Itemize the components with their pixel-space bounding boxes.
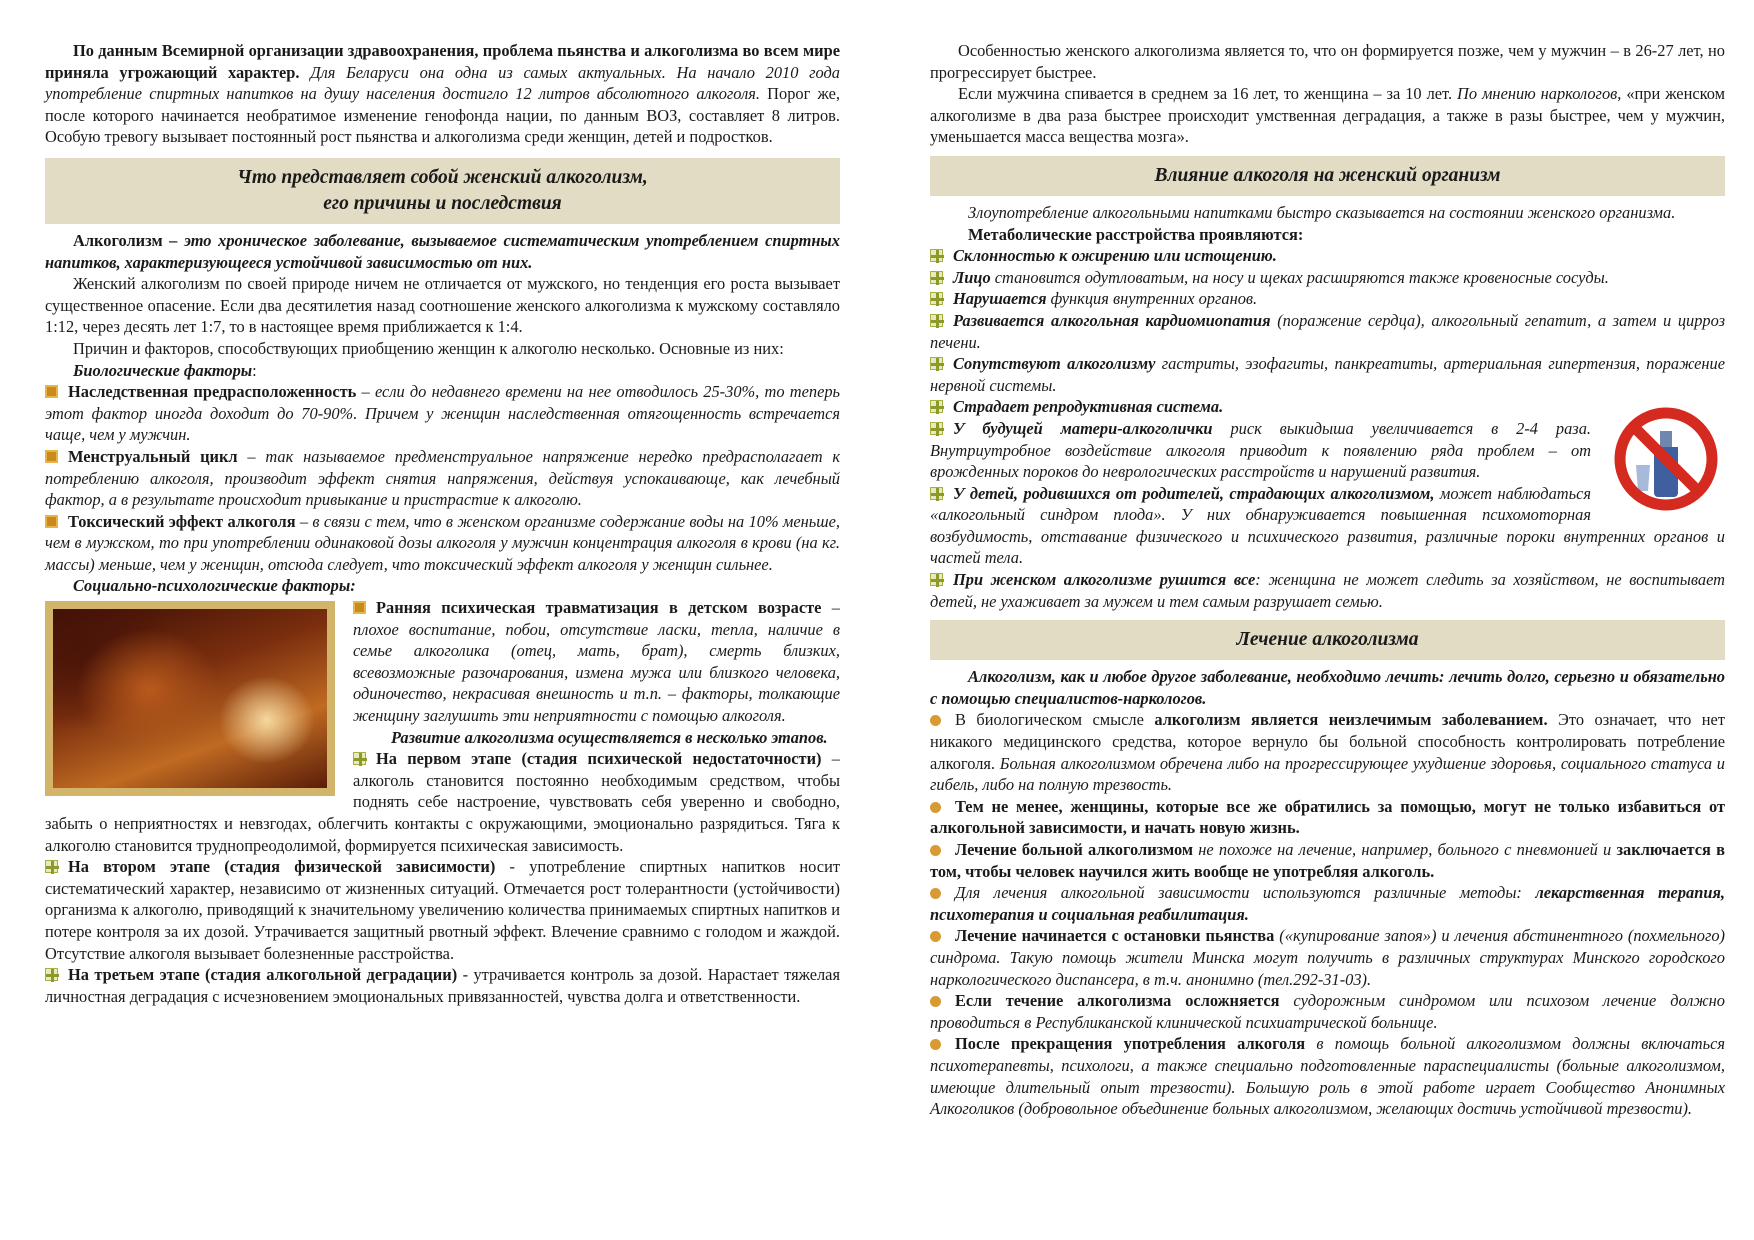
stage-two: На втором этапе (стадия физической зависимости) - употребление спиртных напитков носит систематический характер, независимо от жизненных ситуаций. Отмечается рост толерантности (устойчивости) организма к алкоголю, приводящий к значительному увеличению количества принимаемых спиртных напитков и потере контроля за их дозой. Утрачивается защитный рвотный эффект. Влечение сравнимо с голодом и жаждой. Отсутствие алкоголя вызывает болезненные расстройства. — [45, 857, 840, 963]
square-bullet-icon — [45, 450, 58, 463]
onset-paragraph: Особенностью женского алкоголизма является то, что он формируется позже, чем у мужчин – в 26-27 лет, но прогрессирует быстрее. — [930, 41, 1725, 82]
plus-bullet-icon — [930, 292, 943, 305]
treatment-complications: Если течение алкоголизма осложняется судорожным синдромом или психозом лечение должно проводиться в Республиканской клинической психиатрической больнице. — [930, 991, 1725, 1032]
dot-bullet-icon — [930, 802, 941, 813]
plus-bullet-icon — [930, 314, 943, 327]
square-bullet-icon — [45, 385, 58, 398]
dot-bullet-icon — [930, 931, 941, 942]
section-heading-female-alcoholism — [45, 158, 840, 224]
intro-italic: Для Беларуси она одна из самых актуальных. На начало 2010 года употребление спиртных напитков на душу населения достигло 12 литров абсолютного алкоголя. — [45, 62, 840, 104]
bio-factor-toxic: Токсический эффект алкоголя – в связи с тем, что в женском организме содержание воды на 10% меньше, чем в мужском, то при употреблении одинаковой дозы алкоголя у мужчин концентрация алкоголя в крови (на кг. массы) меньше, чем у женщин, отсюда следует, что токсический эффект алкоголя у женщин сильнее. — [45, 511, 840, 574]
social-heading: Социально-психологические факторы: — [73, 576, 356, 596]
bio-factor-heredity: Наследственная предрасположенность – если до недавнего времени на нее отводилось 25-30%, то теперь этот фактор иногда доходит до 70-90%. Причем у женщин наследственная отягощенность встречается чаще, чем у мужчин. — [45, 382, 840, 445]
effect-reproductive: Страдает репродуктивная система. — [930, 396, 1725, 418]
dot-bullet-icon — [930, 1039, 941, 1050]
plus-bullet-icon — [930, 271, 943, 284]
intro-bold: По данным Всемирной организации здравоохранения, проблема пьянства и алкоголизма во всем мире приняла угрожающий характер. — [45, 41, 840, 82]
definition-term: Алкоголизм — [73, 230, 163, 250]
plus-bullet-icon — [930, 249, 943, 262]
intro-rest: Порог же, после которого начинается необратимое изменение генофонда нации, по данным ВОЗ, составляет 8 литров. Особую тревогу вызывает постоянный рост пьянства и алкоголизма среди женщин, детей и подростков. — [45, 84, 841, 147]
treatment-methods: Для лечения алкогольной зависимости используются различные методы: лекарственная терапия, психотерапия и социальная реабилитация. — [930, 883, 1725, 924]
stages-intro: Развитие алкоголизма осуществляется в несколько этапов. — [391, 727, 828, 747]
treatment-new-life: Тем не менее, женщины, которые все же обратились за помощью, могут не только избавиться от алкогольной зависимости, и начать новую жизнь. — [930, 796, 1725, 838]
definition-text: – это хроническое заболевание, вызываемое систематическим употреблением спиртных напитков, характеризующееся устойчивой зависимостью от них. — [45, 230, 840, 272]
reasons-paragraph: Причин и факторов, способствующих приобщению женщин к алкоголю несколько. Основные из них: — [73, 338, 784, 358]
plus-bullet-icon — [45, 968, 58, 981]
metabolic-heading: Метаболические расстройства проявляются: — [968, 224, 1304, 244]
section-heading-influence: Влияние алкоголя на женский организм — [930, 156, 1725, 196]
effect-comorbid: Сопутствуют алкоголизму гастриты, эзофагиты, панкреатиты, артериальная гипертензия, поражение нервной системы. — [930, 354, 1725, 395]
plus-bullet-icon — [45, 860, 58, 873]
plus-bullet-icon — [930, 357, 943, 370]
dot-bullet-icon — [930, 845, 941, 856]
effect-organs: Нарушается функция внутренних органов. — [930, 288, 1725, 310]
stage-three: На третьем этапе (стадия алкогольной деградации) - утрачивается контроль за дозой. Нарастает тяжелая личностная деградация с исчезновением эмоциональных привязанностей, чувства долга и ответственности. — [45, 965, 840, 1006]
section-heading-line1: Что представляет собой женский алкоголизм, — [237, 166, 648, 188]
dot-bullet-icon — [930, 715, 941, 726]
effect-cardiomyopathy: Развивается алкогольная кардиомиопатия (поражение сердца), алкогольный гепатит, а затем и цирроз печени. — [930, 310, 1725, 352]
treatment-incurable: В биологическом смысле алкоголизм является неизлечимым заболеванием. Это означает, что нет никакого медицинского средства, которое вернуло бы больной способность контролировать потребление алкоголя. Больная алкоголизмом обречена либо на прогрессирующее ухудшение здоровья, социального статуса и гибель, либо на полную трезвость. — [930, 710, 1725, 795]
plus-bullet-icon — [930, 487, 943, 500]
treatment-start: Лечение начинается с остановки пьянства («купирование запоя») и лечения абстинентного (похмельного) синдрома. Такую помощь жители Минска могут получить в различных структурах Минского городского наркологического диспансера, в т.ч. анонимно (тел.292-31-03). — [930, 926, 1725, 989]
plus-bullet-icon — [930, 573, 943, 586]
abuse-paragraph: Злоупотребление алкогольными напитками быстро сказывается на состоянии женского организма. — [968, 202, 1676, 222]
progression-paragraph: Если мужчина спивается в среднем за 16 лет, то женщина – за 10 лет. По мнению наркологов, «при женском алкоголизме в два раза быстрее происходит умственная деградация, а также в разы быстрее, чем у мужчин, уменьшается масса вещества мозга». — [930, 84, 1726, 147]
left-column — [45, 40, 840, 1007]
section-heading-line2: его причины и последствия — [323, 192, 562, 214]
effect-children: У детей, родившихся от родителей, страдающих алкоголизмом, может наблюдаться «алкогольный синдром плода». У них обнаруживается повышенная психомоторная возбудимость, отставание физического и психического развития, различные пороки внутренних органов и частей тела. — [930, 483, 1725, 568]
stage-one: На первом этапе (стадия психической недостаточности) – алкоголь становится постоянно необходимым средством, чтобы поднять себе настроение, чувствовать себя уверенно и свободно, забыть о неприятностях и невзгодах, облегчить контакты с окружающими, эмоционально разрядиться. Тяга к алкоголю становится труднопреодолимой, формируется психическая зависимость. — [45, 749, 840, 855]
effect-pregnancy: У будущей матери-алкоголички риск выкидыша увеличивается в 2-4 раза. Внутриутробное воздействие алкоголя приводит к появлению ряда проблем – от врожденных пороков до неврологических расстройств и нарушений развития. — [930, 418, 1591, 482]
dot-bullet-icon — [930, 888, 941, 899]
effect-obesity: Склонностью к ожирению или истощению. — [930, 245, 1725, 267]
treatment-not-like-pneumonia: Лечение больной алкоголизмом не похоже на лечение, например, больного с пневмонией и заключается в том, чтобы человек научился жить вообще не употребляя алкоголь. — [930, 840, 1725, 881]
section-heading-treatment: Лечение алкоголизма — [930, 620, 1725, 660]
plus-bullet-icon — [930, 422, 943, 435]
effect-face: Лицо становится одутловатым, на носу и щеках расширяются также кровеносные сосуды. — [930, 267, 1725, 289]
definition-paragraph — [45, 230, 840, 273]
social-factor-trauma: Ранняя психическая травматизация в детском возрасте – плохое воспитание, побои, отсутствие ласки, тепла, наличие в семье алкоголика (отец, мать, брат), смерть близких, всевозможные разочарования, измена мужа или близкого человека, одиночество, некрасивая внешность и т.п. – факторы, толкающие женщину заглушить эти неприятности с помощью алкоголя. — [353, 598, 840, 726]
plus-bullet-icon — [930, 400, 943, 413]
treatment-intro: Алкоголизм, как и любое другое заболевание, необходимо лечить: лечить долго, серьезно и обязательно с помощью специалистов-наркологов. — [930, 667, 1725, 708]
treatment-after: После прекращения употребления алкоголя в помощь больной алкоголизмом должны включаться психотерапевты, психологи, а также специально подготовленные парaспециалисты (больные алкоголизмом, имеющие длительный опыт трезвости). Большую роль в этой работе играет Сообщество Анонимных Алкоголиков (добровольное объединение больных алкоголизмом, желающих достичь устойчивой трезвости). — [930, 1034, 1725, 1119]
right-column — [930, 40, 1725, 1120]
effect-family: При женском алкоголизме рушится все: женщина не может следить за хозяйством, не воспитывает детей, не ухаживает за мужем и тем самым разрушает семью. — [930, 570, 1725, 611]
intro-paragraph — [45, 40, 840, 148]
dot-bullet-icon — [930, 996, 941, 1007]
bio-factor-menstrual: Менструальный цикл – так называемое предменструальное напряжение нередко предрасполагает к потреблению алкоголя, производит эффект снятия напряжения, действуя успокаивающе, как лечебный фактор, а в результате происходит привыкание и пристрастие к алкоголю. — [45, 446, 840, 510]
plus-bullet-icon — [353, 752, 366, 765]
square-bullet-icon — [45, 515, 58, 528]
female-trend-paragraph: Женский алкоголизм по своей природе ничем не отличается от мужского, но тенденция его роста вызывает существенное опасение. Если два десятилетия назад соотношение женского алкоголизма к мужскому составляло 1:12, через десять лет 1:7, то в настоящее время приближается к 1:4. — [45, 274, 840, 337]
square-bullet-icon — [353, 601, 366, 614]
bio-heading: Биологические факторы: — [73, 360, 257, 380]
